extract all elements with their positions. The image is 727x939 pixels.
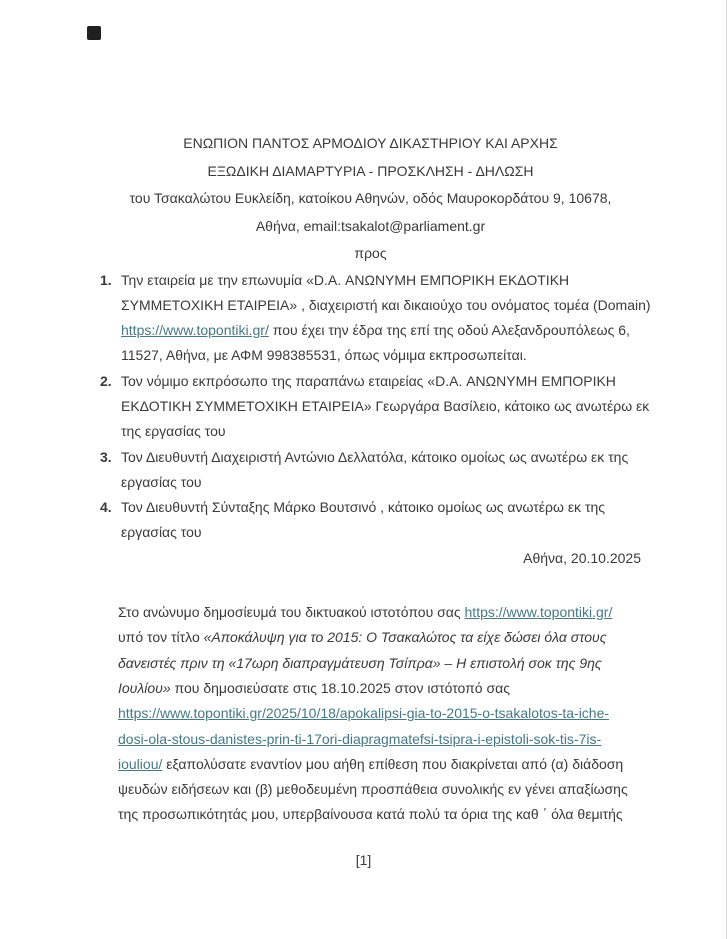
page-number: [1] [355, 852, 372, 868]
text-run: Τον Διευθυντή Διαχειριστή Αντώνιο Δελλατόλα, κάτοικο ομοίως ως ανωτέρω εκ της [121, 448, 629, 465]
text-run: εργασίας του [121, 524, 202, 541]
text-line [100, 158, 641, 186]
document-header [100, 130, 641, 268]
text-run: του Τσακαλώτου Ευκλείδη, κατοίκου Αθηνών, οδός Μαυροκορδάτου 9, 10678, [129, 190, 612, 206]
list-item-number: 3. [100, 448, 112, 465]
text-line [100, 130, 641, 158]
list-item-number: 1. [100, 271, 112, 288]
text-run: που δημοσιεύσατε στις 18.10.2025 στον ιστότοπό σας [170, 679, 510, 696]
italic-run: Ιουλίου» [118, 679, 171, 696]
text-line [118, 701, 641, 726]
text-line [121, 419, 641, 444]
text-run: ΕΚΔΟΤΙΚΗ ΣΥΜΜΕΤΟΧΙΚΗ ΕΤΑΙΡΕΙΑ» Γεωργάρα Βασίλειο, κάτοικο ως ανωτέρω εκ [121, 397, 650, 414]
list-item-text [121, 268, 651, 369]
text-run: ψευδών ειδήσεων και (β) μεθοδευμένη προσπάθεια συνολικής εν γένει απαξίωσης [118, 781, 628, 798]
body-paragraph [118, 600, 641, 828]
text-line [118, 625, 641, 650]
list-item [100, 369, 650, 445]
text-run: Την εταιρεία με την επωνυμία «D.A. ΑΝΩΝΥΜΗ ΕΜΠΟΡΙΚΗ ΕΚΔΟΤΙΚΗ [121, 271, 570, 288]
text-line [121, 343, 641, 368]
cursor-marker [87, 26, 101, 40]
hyperlink[interactable]: iouliou/ [118, 755, 163, 772]
text-run: Αθήνα, email:tsakalot@parliament.gr [255, 217, 486, 234]
text-run: Στο ανώνυμο δημοσίευμά του δικτυακού ιστοτόπου σας [118, 604, 465, 621]
text-line [100, 240, 641, 268]
hyperlink[interactable]: dosi-ola-stous-danistes-prin-ti-17ori-diapragmatefsi-tsipra-i-epistoli-sok-tis-7is- [118, 730, 602, 747]
list-item [100, 495, 641, 546]
text-line [118, 752, 641, 777]
text-line [121, 318, 641, 343]
list-item-text [121, 445, 641, 496]
document-content [100, 130, 651, 828]
date-label: Αθήνα, 20.10.2025 [523, 549, 641, 566]
text-run: της προσωπικότητάς μου, υπερβαίνουσα κατά πολύ τα όρια της καθ ΄ όλα θεμιτής [118, 806, 623, 823]
text-line [121, 470, 641, 495]
text-run: ΕΝΩΠΙΟΝ ΠΑΝΤΟΣ ΑΡΜΟΔΙΟΥ ΔΙΚΑΣΤΗΡΙΟΥ ΚΑΙ ΑΡΧΗΣ [183, 135, 558, 151]
text-line [118, 727, 641, 752]
text-run: Τον Διευθυντή Σύνταξης Μάρκο Βουτσινό , κάτοικο ομοίως ως ανωτέρω εκ της [121, 499, 606, 516]
text-line [121, 520, 641, 545]
text-line [100, 213, 641, 241]
text-line [121, 293, 651, 318]
text-line [118, 802, 641, 827]
recipients-list [100, 268, 651, 546]
text-line [118, 676, 641, 701]
text-run: Τον νόμιμο εκπρόσωπο της παραπάνω εταιρείας «D.A. ΑΝΩΝΥΜΗ ΕΜΠΟΡΙΚΗ [121, 372, 616, 389]
hyperlink[interactable]: https://www.topontiki.gr/ [121, 322, 269, 339]
text-run: εξαπολύσατε εναντίον μου αήθη επίθεση που διακρίνεται από (α) διάδοση [162, 755, 624, 772]
list-item-text [121, 495, 641, 546]
text-run: υπό τον τίτλο [118, 629, 204, 646]
list-item-number: 4. [100, 499, 112, 516]
italic-run: δανειστές πριν τη «17ωρη διαπραγμάτευση Τσίπρα» – Η επιστολή σοκ της 9ης [118, 654, 602, 671]
page-footer [0, 848, 727, 873]
text-line [118, 600, 641, 625]
italic-run: «Αποκάλυψη για το 2015: Ο Τσακαλώτος τα είχε δώσει όλα στους [203, 629, 607, 646]
text-line [121, 445, 641, 470]
text-line [121, 394, 650, 419]
list-item [100, 268, 651, 369]
hyperlink[interactable]: https://www.topontiki.gr/2025/10/18/apokalipsi-gia-to-2015-o-tsakalotos-ta-iche- [118, 705, 610, 722]
text-run: 11527, Αθήνα, με ΑΦΜ 998385531, όπως νόμιμα εκπροσωπείται. [121, 347, 527, 364]
text-run: εργασίας του [121, 473, 202, 490]
text-line [121, 495, 641, 520]
text-run: που έχει την έδρα της επί της οδού Αλεξανδρουπόλεως 6, [268, 322, 630, 339]
text-run: της εργασίας του [121, 423, 226, 440]
list-item-number: 2. [100, 372, 112, 389]
text-line [118, 777, 641, 802]
hyperlink[interactable]: https://www.topontiki.gr/ [464, 604, 613, 621]
list-item [100, 445, 641, 496]
text-run: προς [354, 245, 387, 261]
list-item-text [121, 369, 650, 445]
text-line [121, 369, 641, 394]
text-line [100, 185, 641, 213]
text-line [118, 651, 641, 676]
text-run: ΣΥΜΜΕΤΟΧΙΚΗ ΕΤΑΙΡΕΙΑ» , διαχειριστή και δικαιούχο του ονόματος τομέα (Domain) [121, 296, 651, 313]
date-line [100, 546, 641, 571]
text-run: ΕΞΩΔΙΚΗ ΔΙΑΜΑΡΤΥΡΙΑ - ΠΡΟΣΚΛΗΣΗ - ΔΗΛΩΣΗ [207, 162, 534, 179]
text-line [121, 268, 641, 293]
